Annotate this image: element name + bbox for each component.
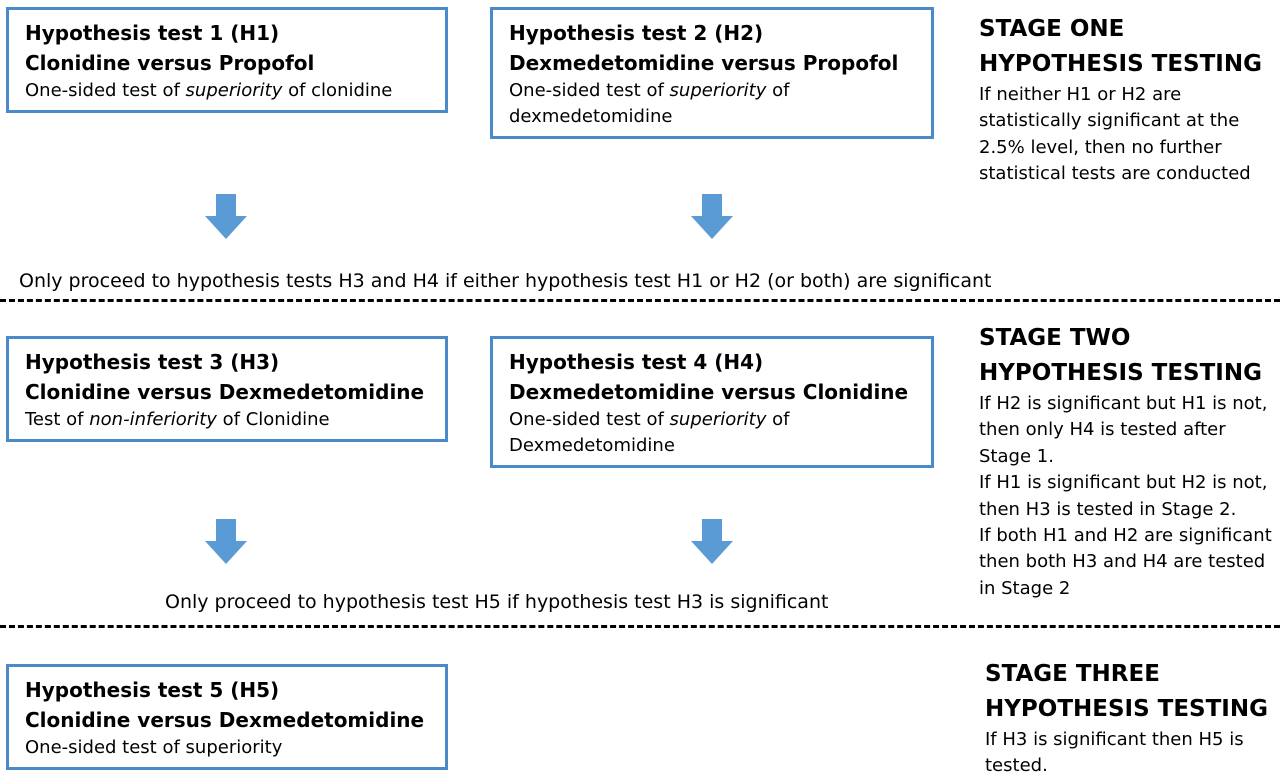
h3-description: Test of non-inferiority of Clonidine <box>25 409 330 430</box>
stage-two-rule: If both H1 and H2 are significant then both H3 and H4 are tested in Stage 2 <box>979 525 1272 599</box>
hypothesis-box-h1 <box>6 7 448 113</box>
h2-title: Hypothesis test 2 (H2) <box>509 21 764 45</box>
down-arrow-h4 <box>689 519 735 565</box>
h3-subtitle: Clonidine versus Dexmedetomidine <box>25 380 425 404</box>
h1-description: One-sided test of superiority of clonidine <box>25 80 393 101</box>
h4-subtitle: Dexmedetomidine versus Clonidine <box>509 380 909 404</box>
h4-title: Hypothesis test 4 (H4) <box>509 350 764 374</box>
h3-title: Hypothesis test 3 (H3) <box>25 350 280 374</box>
h5-description: One-sided test of superiority <box>25 737 283 758</box>
hypothesis-box-h2 <box>490 7 934 139</box>
h2-description: One-sided test of superiority of dexmedetomidine <box>509 80 790 127</box>
hypothesis-box-h4 <box>490 336 934 468</box>
stage2-proceed-note: Only proceed to hypothesis test H5 if hypothesis test H3 is significant <box>165 591 829 613</box>
hypothesis-box-h5 <box>6 664 448 770</box>
h1-title: Hypothesis test 1 (H1) <box>25 21 280 45</box>
h4-description: One-sided test of superiority of Dexmedetomidine <box>509 409 790 456</box>
stage-one-title-line2: HYPOTHESIS TESTING <box>979 51 1262 77</box>
down-arrow-h2 <box>689 194 735 240</box>
down-arrow-h1 <box>203 194 249 240</box>
h5-subtitle: Clonidine versus Dexmedetomidine <box>25 708 425 732</box>
stage-three-title-line2: HYPOTHESIS TESTING <box>985 696 1268 722</box>
down-arrow-h3 <box>203 519 249 565</box>
stage1-proceed-note: Only proceed to hypothesis tests H3 and H4 if either hypothesis test H1 or H2 (or both) are significant <box>19 270 992 292</box>
stage-one-panel <box>979 12 1263 188</box>
stage-two-panel <box>979 321 1275 602</box>
h5-title: Hypothesis test 5 (H5) <box>25 678 280 702</box>
stage-three-panel <box>985 657 1269 780</box>
stage-three-description: If H3 is significant then H5 is tested. <box>985 729 1244 777</box>
stage-two-rule: If H2 is significant but H1 is not, then only H4 is tested after Stage 1. <box>979 393 1268 467</box>
stage-divider-1 <box>0 299 1280 302</box>
stage-two-rule: If H1 is significant but H2 is not, then H3 is tested in Stage 2. <box>979 472 1268 520</box>
stage-one-description: If neither H1 or H2 are statistically significant at the 2.5% level, then no further statistical tests are conducted <box>979 84 1251 185</box>
stage-three-title-line1: STAGE THREE <box>985 661 1160 687</box>
stage-divider-2 <box>0 625 1280 628</box>
stage-two-title-line1: STAGE TWO <box>979 325 1131 351</box>
stage-one-title-line1: STAGE ONE <box>979 16 1125 42</box>
h1-subtitle: Clonidine versus Propofol <box>25 51 315 75</box>
h2-subtitle: Dexmedetomidine versus Propofol <box>509 51 899 75</box>
stage-two-title-line2: HYPOTHESIS TESTING <box>979 360 1262 386</box>
hypothesis-box-h3 <box>6 336 448 442</box>
